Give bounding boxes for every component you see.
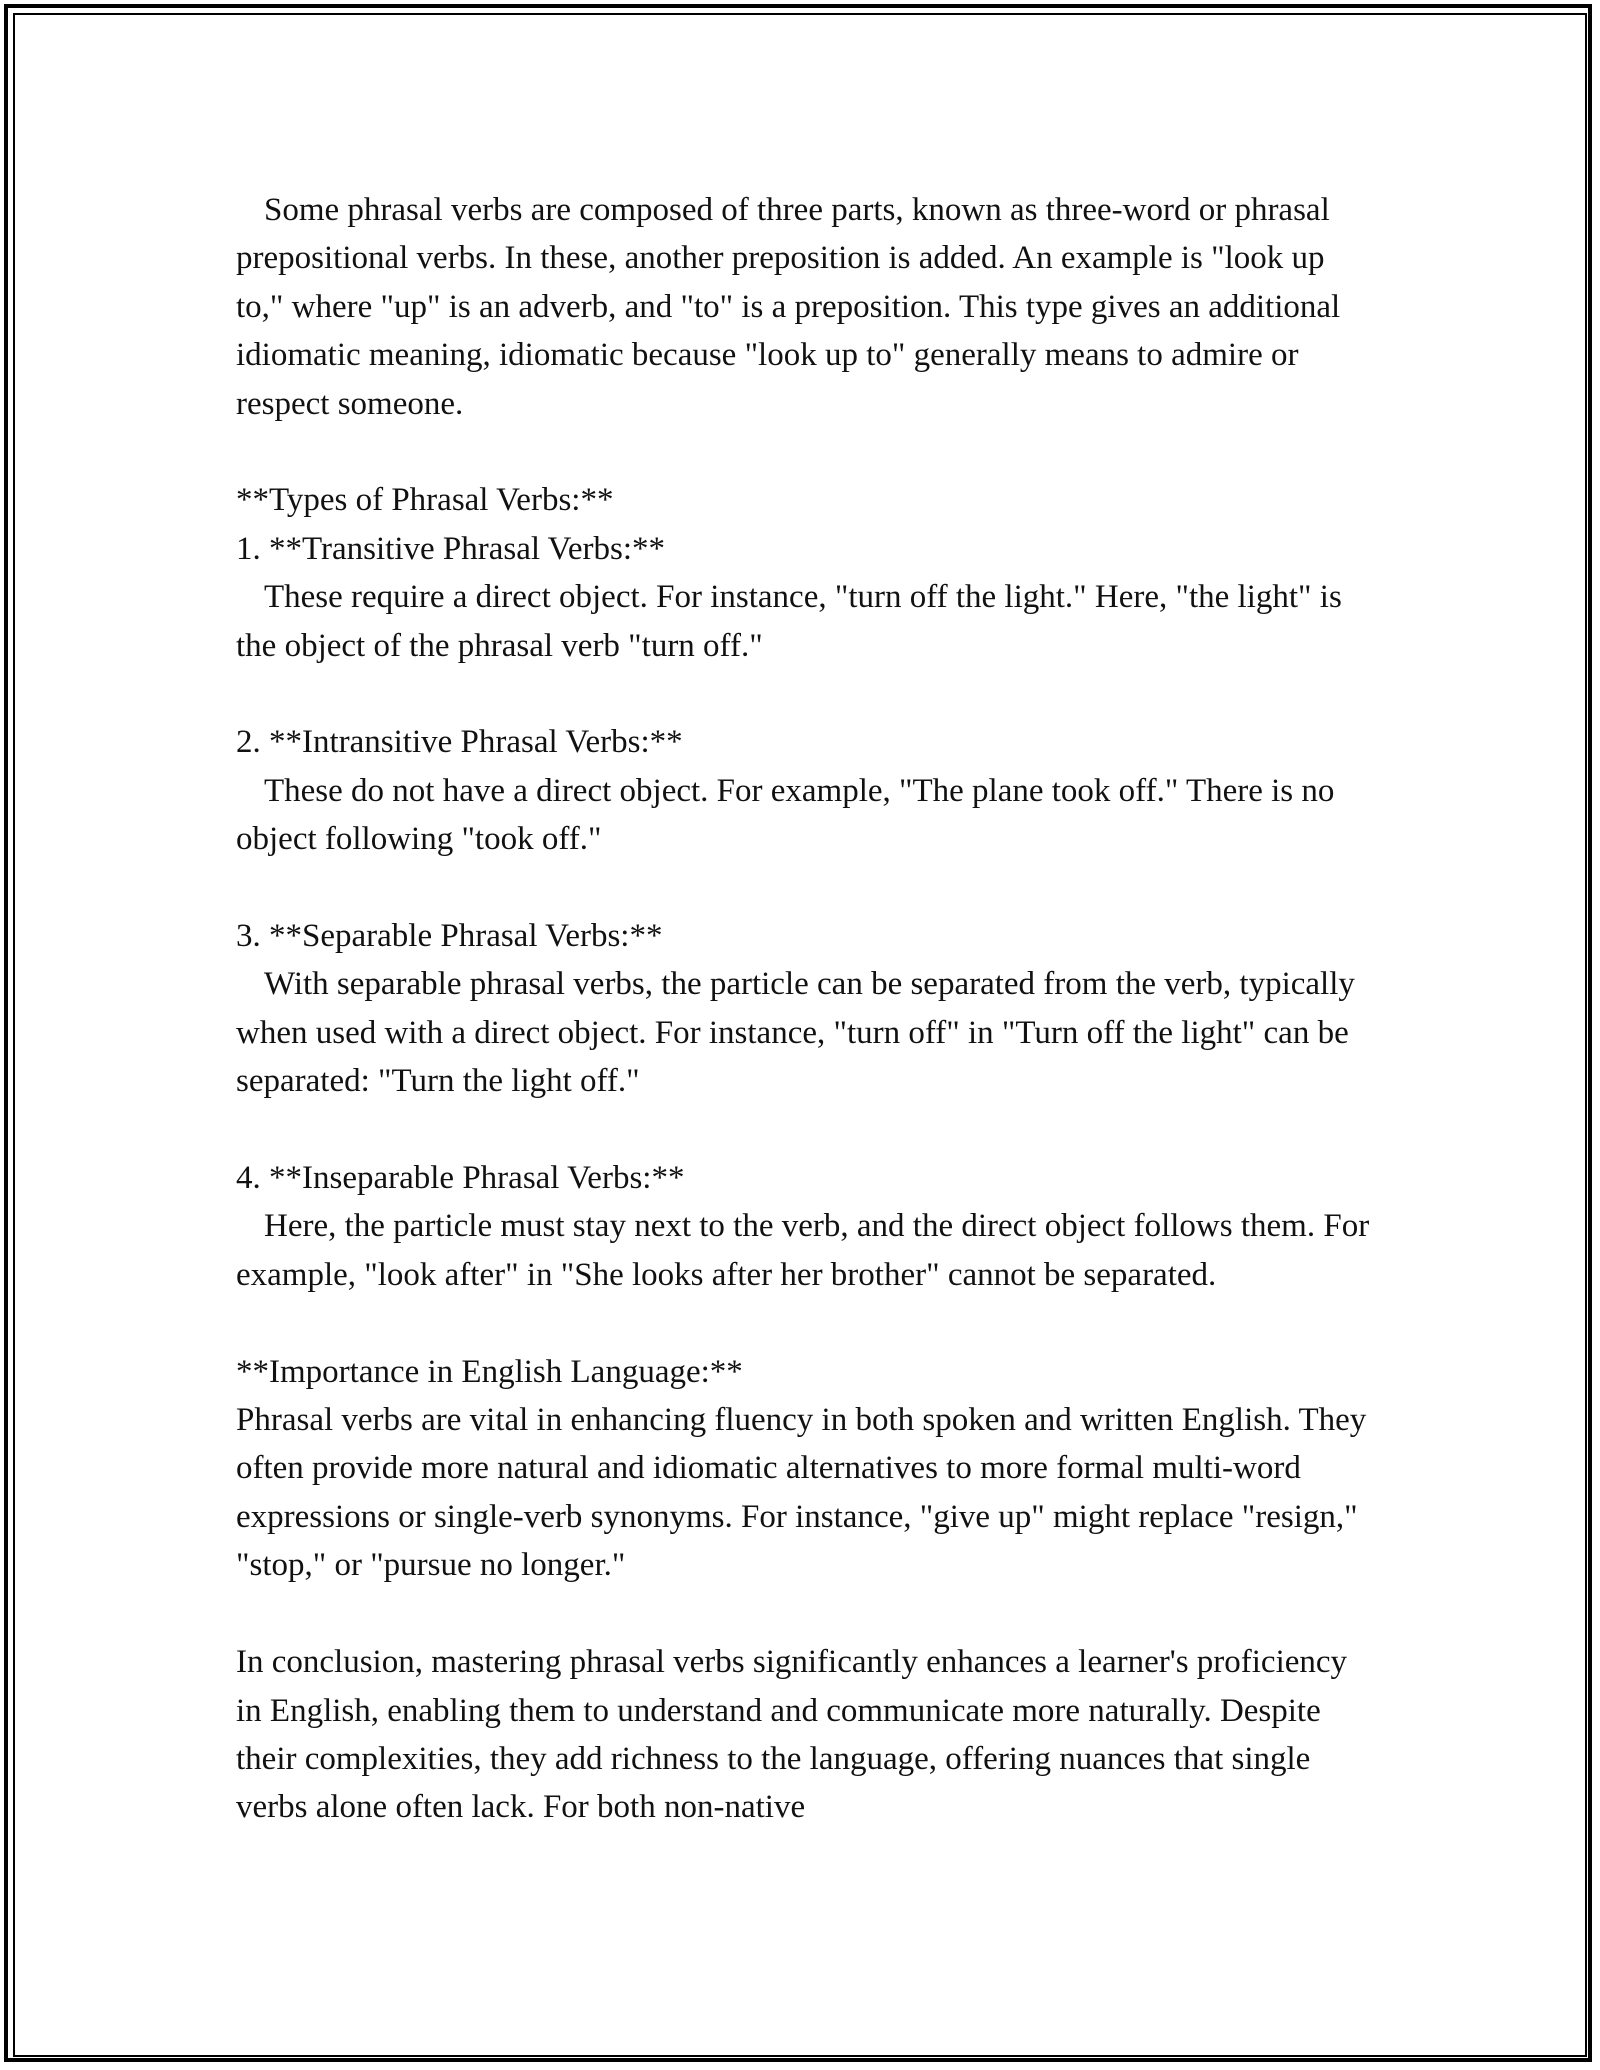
paragraph-gap bbox=[236, 670, 1376, 718]
paragraph-gap bbox=[236, 864, 1376, 912]
paragraph-gap bbox=[236, 428, 1376, 476]
document-body bbox=[236, 186, 1376, 1832]
type-body-intransitive: These do not have a direct object. For example, "The plane took off." There is no object following "took off." bbox=[236, 772, 1335, 858]
conclusion-paragraph: In conclusion, mastering phrasal verbs significantly enhances a learner's proficiency in English, enabling them to understand and communicate more naturally. Despite their complexities, they add richness to the language, offering nuances that single verbs alone often lack. For both non-native bbox=[236, 1644, 1348, 1826]
importance-heading: **Importance in English Language:** bbox=[236, 1353, 743, 1390]
paragraph-gap bbox=[236, 1106, 1376, 1154]
type-body-inseparable: Here, the particle must stay next to the verb, and the direct object follows them. For example, "look after" in "She looks after her brother" cannot be separated. bbox=[236, 1208, 1370, 1293]
paragraph-gap bbox=[236, 1299, 1376, 1347]
type-heading-inseparable: 4. **Inseparable Phrasal Verbs:** bbox=[236, 1160, 685, 1197]
type-body-transitive: These require a direct object. For instance, "turn off the light." Here, "the light" is the object of the phrasal verb "turn off." bbox=[236, 579, 1342, 664]
types-heading: **Types of Phrasal Verbs:** bbox=[236, 482, 614, 519]
importance-paragraph: Phrasal verbs are vital in enhancing fluency in both spoken and written English. They often provide more natural and idiomatic alternatives to more formal multi-word expressions or single-verb synonyms. For instance, "give up" might replace "resign," "stop," or "pursue no longer." bbox=[236, 1402, 1367, 1584]
type-body-separable: With separable phrasal verbs, the particle can be separated from the verb, typically when used with a direct object. For instance, "turn off" in "Turn off the light" can be separated: "Turn the light off." bbox=[236, 966, 1355, 1100]
type-heading-transitive: 1. **Transitive Phrasal Verbs:** bbox=[236, 530, 665, 567]
type-heading-separable: 3. **Separable Phrasal Verbs:** bbox=[236, 918, 663, 955]
intro-paragraph: Some phrasal verbs are composed of three parts, known as three-word or phrasal prepositional verbs. In these, another preposition is added. An example is "look up to," where "up" is an adverb, and "to" is a preposition. This type gives an additional idiomatic meaning, idiomatic because "look up to" generally means to admire or respect someone. bbox=[236, 192, 1341, 422]
type-heading-intransitive: 2. **Intransitive Phrasal Verbs:** bbox=[236, 724, 683, 761]
paragraph-gap bbox=[236, 1590, 1376, 1638]
